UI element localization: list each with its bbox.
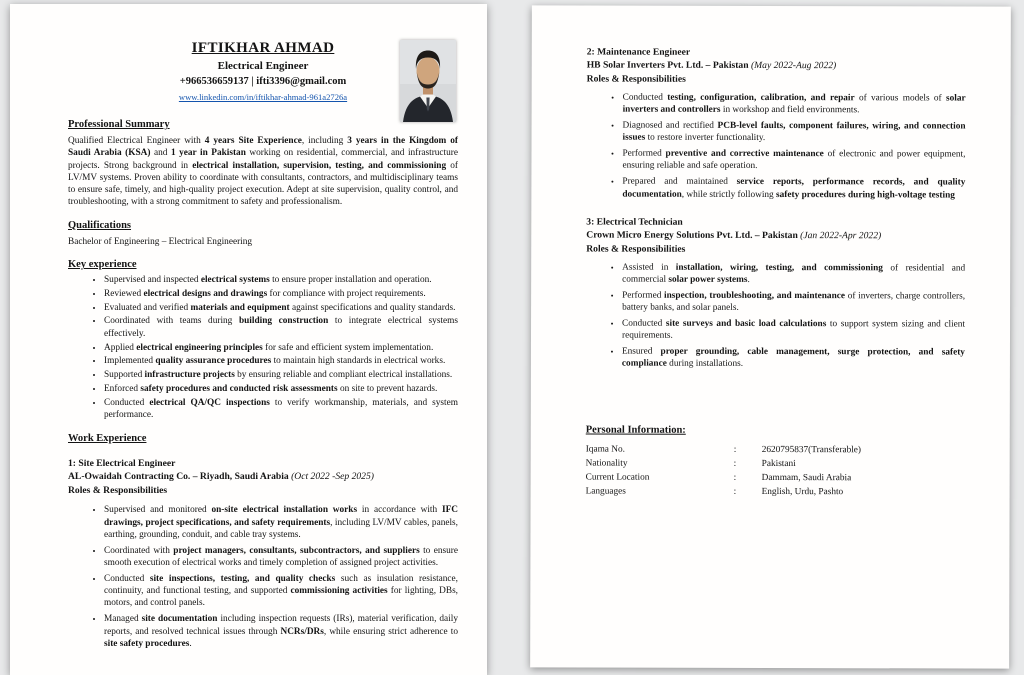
section-professional-summary (68, 119, 458, 209)
personal-separator: : (733, 487, 737, 498)
bullet-item (104, 573, 458, 610)
personal-separator: : (733, 473, 737, 484)
text-segment: for lighting, DBs, motors, and control panels. (104, 586, 459, 609)
job-entry-2 (586, 47, 965, 202)
text-segment: Conducted (622, 318, 666, 329)
job2-bullet-list (586, 92, 965, 202)
bullet-item (104, 613, 458, 650)
text-segment: , while ensuring strict adherence to (323, 626, 458, 637)
text-segment: Conducted (622, 92, 668, 103)
job3-company-line (586, 229, 965, 241)
text-segment: Performed (622, 148, 666, 159)
text-segment: safety procedures and conducted risk assessments (140, 383, 338, 394)
text-segment: preventive and corrective maintenance (665, 148, 824, 160)
text-segment: Conducted (104, 397, 150, 408)
text-segment: Evaluated and verified (104, 302, 191, 313)
text-segment: to maintain high standards in electrical works. (271, 356, 446, 367)
text-segment: in accordance with (357, 505, 442, 516)
text-segment: Implemented (104, 356, 156, 367)
text-segment: AL-Owaidah Contracting Co. – Riyadh, Saudi Arabia (68, 471, 292, 483)
text-segment: site surveys and basic load calculations (665, 318, 827, 330)
text-segment: on-site electrical installation works (211, 505, 358, 516)
bullet-item (622, 148, 965, 173)
bullet-item (623, 120, 966, 145)
text-segment: , including LV/MV cables, panels, earthing, grounding, conduit, and cable tray systems. (104, 517, 458, 540)
section-qualifications (68, 220, 458, 248)
text-segment: Reviewed (104, 288, 144, 299)
text-segment: electrical engineering principles (136, 342, 263, 353)
heading-qualifications: Qualifications (68, 219, 132, 231)
text-segment: to restore inverter functionality. (645, 133, 766, 144)
text-segment: Crown Micro Energy Solutions Pvt. Ltd. – Pakistan (586, 229, 801, 241)
text-segment: working on residential, commercial, and infrastructure projects. Strong background in (68, 148, 459, 171)
bullet-item (622, 176, 965, 201)
text-segment: Diagnosed and rectified (622, 120, 718, 131)
personal-value: Pakistani (761, 458, 796, 470)
personal-separator: : (733, 444, 737, 455)
text-segment: electrical installation, supervision, testing, and commissioning (192, 160, 447, 171)
text-segment: to support system sizing and client requirements. (621, 319, 966, 342)
bullet-item (622, 261, 965, 286)
job-entry-3 (586, 216, 965, 371)
heading-professional-summary: Professional Summary (68, 119, 170, 130)
text-segment: of LV/MV systems. Proven ability to coordinate with consultants, contractors, and multidisciplinary teams to ensure safe, timely, and high-quality project execution. Adept at site supervision, quality control, and troubleshooting, with a strong commitment to safety and professionalism. (68, 160, 458, 208)
text-segment: materials and equipment (190, 302, 290, 313)
text-segment: infrastructure projects (144, 370, 235, 381)
candidate-name: IFTIKHAR AHMAD (191, 40, 335, 56)
text-segment: project managers, consultants, subcontractors, and suppliers (173, 545, 420, 556)
text-segment: installation, wiring, testing, and commissioning (675, 262, 883, 274)
text-segment: IFC drawings, project specifications, and safety requirements (104, 505, 458, 528)
personal-label: Iqama No. (585, 444, 625, 455)
text-segment: site documentation (141, 614, 218, 625)
text-segment: Enforced (104, 383, 141, 394)
text-segment: electrical systems (200, 275, 270, 286)
section-key-experience (68, 259, 458, 421)
text-segment: of electronic and power equipment, ensuring reliable and safe operation. (622, 149, 966, 172)
text-segment: to verify workmanship, materials, and system performance. (104, 397, 458, 421)
text-segment: , including (301, 136, 348, 146)
bullet-item (104, 397, 458, 422)
personal-label: Languages (585, 486, 626, 497)
job2-roles-heading: Roles & Responsibilities (586, 73, 686, 85)
text-segment: solar power systems (668, 274, 748, 286)
text-segment: electrical QA/QC inspections (149, 397, 270, 408)
contact-line: +966536659137 | ifti3396@gmail.com (179, 76, 347, 87)
section-personal-information (586, 424, 965, 500)
personal-label: Current Location (585, 472, 650, 483)
job-entry-1 (68, 458, 458, 650)
text-segment: NCRs/DRs (280, 626, 324, 637)
text-segment: HB Solar Inverters Pvt. Ltd. – Pakistan (586, 59, 751, 71)
heading-work-experience: Work Experience (68, 433, 147, 445)
personal-separator: : (733, 458, 737, 469)
qualification-degree: Bachelor of Engineering – Electrical Engineering (68, 236, 253, 247)
text-segment: commissioning activities (290, 586, 388, 597)
text-segment: in workshop and field environments. (720, 105, 860, 116)
text-segment: site inspections, testing, and quality checks (149, 573, 336, 584)
text-segment: of various models of (854, 93, 947, 104)
job1-title: 1: Site Electrical Engineer (68, 458, 176, 470)
text-segment: Conducted (104, 573, 150, 584)
text-segment: to ensure proper installation and operation. (269, 275, 432, 286)
text-segment: PCB-level faults, component failures, wiring, and connection issues (622, 120, 966, 144)
bullet-item (622, 318, 965, 343)
text-segment: Assisted in (622, 262, 676, 273)
portrait-illustration (400, 40, 456, 122)
text-segment: Coordinated with teams during (104, 316, 239, 327)
text-segment: Qualified Electrical Engineer with (68, 136, 205, 146)
text-segment: Supported (104, 370, 145, 381)
candidate-title: Electrical Engineer (217, 60, 309, 72)
text-segment: electrical designs and drawings (143, 288, 268, 299)
job1-company-line (68, 471, 458, 482)
text-segment: safety procedures during high-voltage testing (776, 189, 955, 201)
text-segment: Applied (104, 342, 137, 353)
text-segment: Coordinated with (104, 545, 174, 556)
text-segment: testing, configuration, calibration, and repair (667, 92, 855, 104)
job2-title: 2: Maintenance Engineer (586, 46, 691, 58)
bullet-item (104, 369, 458, 381)
job2-company-line (587, 60, 966, 72)
text-segment: such as insulation resistance, continuity, and functional testing, and supported (104, 573, 459, 597)
personal-label: Nationality (585, 458, 628, 469)
job3-title: 3: Electrical Technician (586, 216, 683, 228)
text-segment: to ensure smooth execution of electrical works and timely completion of assigned project activities. (104, 545, 458, 569)
summary-paragraph (68, 135, 458, 209)
text-segment: (Jan 2022-Apr 2022) (800, 229, 882, 242)
bullet-item (104, 383, 458, 395)
text-segment: 3 years in the Kingdom of Saudi Arabia (KSA) (68, 136, 458, 159)
text-segment: during installations. (666, 359, 744, 370)
text-segment: Supervised and inspected (104, 275, 201, 286)
bullet-item (104, 545, 458, 570)
heading-key-experience: Key experience (68, 259, 137, 271)
text-segment: (Oct 2022 -Sep 2025) (291, 471, 374, 483)
text-segment: site safety procedures (104, 638, 190, 649)
text-segment: on site to prevent hazards. (337, 383, 438, 394)
text-segment: for compliance with project requirements. (267, 288, 426, 299)
text-segment: proper grounding, cable management, surge protection, and safety compliance (621, 346, 965, 370)
section-work-experience (68, 433, 458, 650)
text-segment: to integrate electrical systems effectively. (104, 316, 459, 339)
linkedin-link[interactable]: www.linkedin.com/in/iftikhar-ahmad-961a2726a (178, 92, 348, 102)
text-segment: 1 year in Pakistan (170, 148, 246, 159)
personal-info-table (586, 443, 965, 500)
job3-roles-heading: Roles & Responsibilities (586, 243, 686, 255)
text-segment: for safe and efficient system implementation. (262, 342, 434, 353)
text-segment: of residential and commercial (622, 263, 966, 285)
personal-value: Dammam, Saudi Arabia (761, 473, 852, 484)
text-segment: by ensuring reliable and compliant electrical installations. (234, 370, 453, 381)
text-segment: solar inverters and controllers (622, 93, 966, 116)
text-segment: Performed (622, 290, 665, 301)
text-segment: , while strictly following (681, 189, 777, 200)
text-segment: inspection, troubleshooting, and maintenance (664, 290, 846, 302)
job3-bullet-list (586, 261, 965, 371)
resume-page-2 (530, 5, 1011, 668)
profile-photo (400, 40, 456, 122)
text-segment: service reports, performance records, and quality documentation (622, 177, 966, 200)
text-segment: and (150, 148, 171, 159)
text-segment: Ensured (621, 346, 661, 357)
job1-roles-heading: Roles & Responsibilities (68, 485, 168, 497)
bullet-item (104, 302, 458, 314)
text-segment: building construction (238, 316, 329, 327)
bullet-item (622, 290, 965, 315)
job1-bullet-list (68, 504, 458, 650)
text-segment: Supervised and monitored (104, 505, 212, 516)
key-experience-list (68, 274, 458, 421)
bullet-item (104, 342, 458, 354)
heading-personal-information: Personal Information: (585, 424, 686, 436)
personal-value: 2620795837(Transferable) (761, 444, 862, 455)
bullet-item (622, 346, 965, 371)
text-segment: against specifications and quality standards. (289, 302, 456, 313)
bullet-item (104, 504, 458, 541)
text-segment: (May 2022-Aug 2022) (750, 59, 837, 72)
text-segment: Managed (104, 614, 142, 625)
text-segment: quality assurance procedures (155, 356, 272, 367)
text-segment: including inspection requests (IRs), material verification, daily reports, and resolved technical issues through (104, 614, 458, 637)
bullet-item (104, 274, 458, 286)
bullet-item (623, 92, 966, 117)
personal-value: English, Urdu, Pashto (761, 487, 844, 498)
text-segment: . (747, 275, 750, 286)
text-segment: 4 years Site Experience (204, 136, 302, 146)
bullet-item (104, 355, 458, 367)
resume-page-1 (10, 4, 487, 675)
bullet-item (104, 315, 458, 340)
bullet-item (104, 288, 458, 300)
resume-header (68, 40, 458, 105)
text-segment: of inverters, charge controllers, battery banks, and solar panels. (622, 291, 966, 314)
text-segment: . (189, 638, 192, 649)
text-segment: Prepared and maintained (622, 176, 737, 188)
